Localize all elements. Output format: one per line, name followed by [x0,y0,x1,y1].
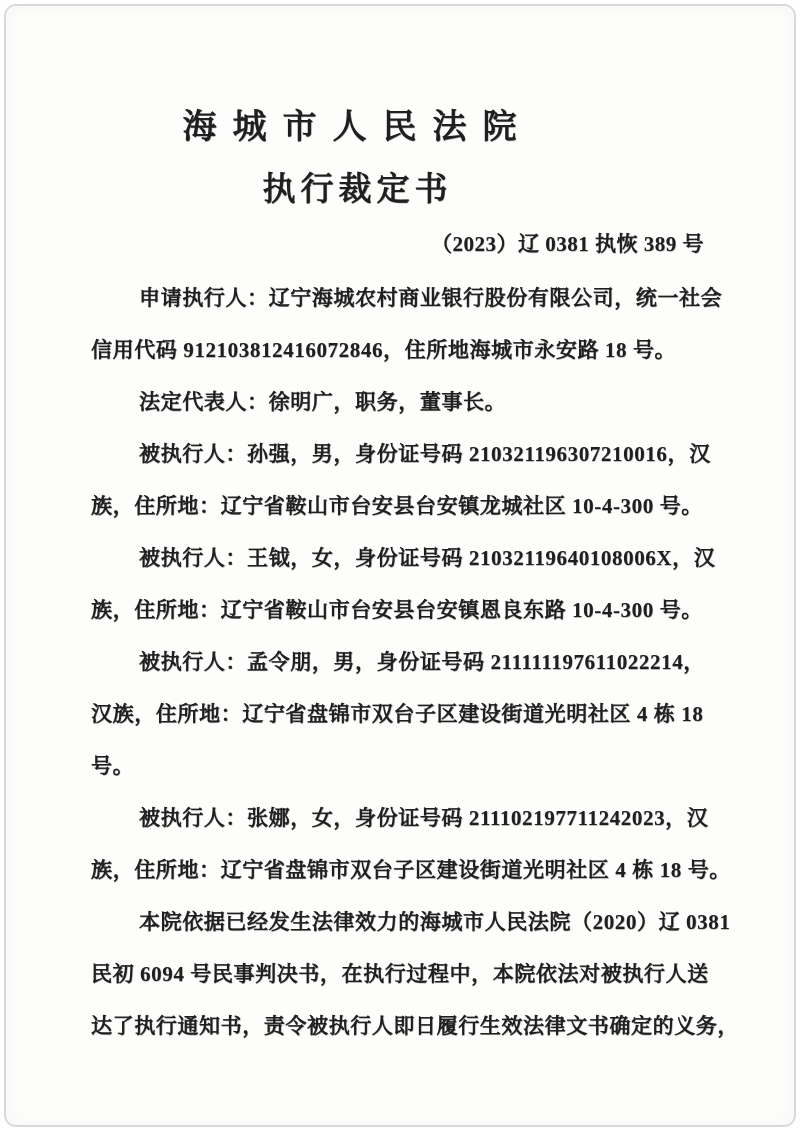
ruling-basis-line-1: 本院依据已经发生法律效力的海城市人民法院（2020）辽 0381 [139,910,731,934]
respondent-4-line-2: 族，住所地：辽宁省盘锦市双台子区建设街道光明社区 4 栋 18 号。 [91,858,731,882]
respondent-3-line-3: 号。 [91,754,135,778]
respondent-3-line-2: 汉族，住所地：辽宁省盘锦市双台子区建设街道光明社区 4 栋 18 [91,702,704,726]
respondent-2-line-2: 族，住所地：辽宁省鞍山市台安县台安镇恩良东路 10-4-300 号。 [91,598,703,622]
respondent-1-line-2: 族，住所地：辽宁省鞍山市台安县台安镇龙城社区 10-4-300 号。 [91,494,703,518]
scan-frame [4,4,796,1127]
document-title: 执行裁定书 [262,172,453,208]
respondent-4-line-1: 被执行人：张娜，女，身份证号码 211102197711242023，汉 [139,806,709,830]
respondent-3-line-1: 被执行人：孟令朋，男，身份证号码 211111197611022214， [139,650,705,674]
ruling-basis-line-2: 民初 6094 号民事判决书，在执行过程中，本院依法对被执行人送 [91,962,709,986]
respondent-2-line-1: 被执行人：王钺，女，身份证号码 21032119640108006X，汉 [139,546,716,570]
legal-representative-line: 法定代表人：徐明广，职务，董事长。 [139,390,507,414]
respondent-1-line-1: 被执行人：孙强，男，身份证号码 210321196307210016，汉 [139,442,711,466]
applicant-line-2: 信用代码 912103812416072846，住所地海城市永安路 18 号。 [91,338,677,362]
case-number: （2023）辽 0381 执恢 389 号 [431,232,704,256]
court-name: 海城市人民法院 [182,109,533,146]
document-body [91,272,739,1052]
ruling-basis-line-3: 达了执行通知书，责令被执行人即日履行生效法律文书确定的义务， [91,1014,739,1038]
document-page [6,106,794,1127]
applicant-line-1: 申请执行人：辽宁海城农村商业银行股份有限公司，统一社会 [139,286,723,310]
